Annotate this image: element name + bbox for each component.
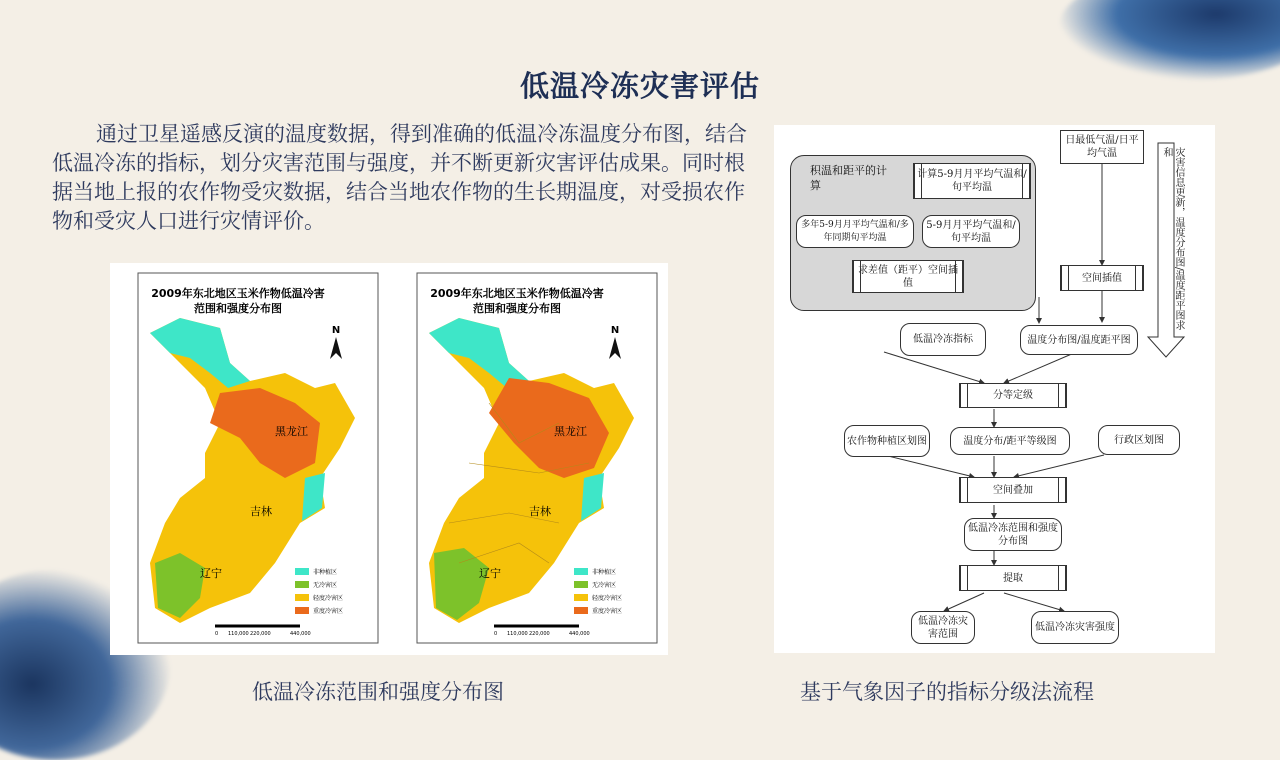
scale-label-2: 220,000: [250, 631, 271, 637]
flow-node-interp: 空间插值: [1060, 265, 1144, 291]
legend-label-mild: 轻度冷害区: [313, 595, 344, 602]
flow-node-extract: 提取: [959, 565, 1067, 591]
map-title-line2: 范围和强度分布图: [473, 302, 561, 315]
scale-label-1: 110,000: [228, 631, 249, 637]
flow-node-result-map: 低温冷冻范围和强度分布图: [964, 518, 1062, 551]
scale-label-1: 110,000: [507, 631, 528, 637]
legend-label-mild: 轻度冷害区: [592, 595, 623, 602]
legend-label-non-planting: 非种植区: [592, 569, 617, 576]
map-title-line2: 范围和强度分布图: [194, 302, 282, 315]
province-label-jilin: 吉林: [250, 505, 272, 518]
legend-label-severe: 重度冷害区: [313, 608, 344, 615]
flow-node-range: 低温冷冻灾害范围: [911, 611, 975, 644]
flow-node-admin-map: 行政区划图: [1098, 425, 1180, 455]
map-left: [110, 263, 389, 655]
flow-node-crop-zone: 农作物种植区划图: [844, 425, 930, 457]
side-note: 灾害信息更新，温度分布图/温度距平图求和: [1161, 147, 1184, 331]
north-label: N: [610, 325, 620, 336]
province-label-liaoning: 辽宁: [479, 567, 501, 580]
flow-node-diff: 求差值（距平）空间插值: [852, 260, 964, 293]
flow-node-strength: 低温冷冻灾害强度: [1031, 611, 1119, 644]
flow-node-multi-year: 多年5-9月月平均气温和/多年同期旬平均温: [796, 215, 914, 248]
flow-node-overlay: 空间叠加: [959, 477, 1067, 503]
legend-swatch-non-planting: [295, 568, 309, 575]
scale-label-3: 440,000: [290, 631, 311, 637]
north-label: N: [331, 325, 341, 336]
north-arrow-icon: [609, 337, 621, 359]
legend-swatch-mild: [295, 594, 309, 601]
map-title-line1: 2009年东北地区玉米作物低温冷害: [430, 287, 604, 300]
scale-label-3: 440,000: [569, 631, 590, 637]
legend-swatch-severe: [295, 607, 309, 614]
scale-label-0: 0: [494, 631, 498, 637]
scale-label-2: 220,000: [529, 631, 550, 637]
flow-node-index: 低温冷冻指标: [900, 323, 986, 356]
legend-swatch-non-planting: [574, 568, 588, 575]
group-label: 积温和距平的计算: [810, 164, 887, 192]
flow-caption: 基于气象因子的指标分级法流程: [800, 680, 1094, 704]
flow-node-temp-map: 温度分布图/温度距平图: [1020, 325, 1138, 355]
north-arrow-icon: [330, 337, 342, 359]
maps-caption: 低温冷冻范围和强度分布图: [252, 680, 504, 704]
flow-node-monthly: 5-9月月平均气温和/旬平均温: [922, 215, 1020, 248]
map-right: [389, 263, 668, 655]
province-label-heilongjiang: 黑龙江: [554, 425, 587, 438]
description-paragraph: 通过卫星遥感反演的温度数据，得到准确的低温冷冻温度分布图，结合低温冷冻的指标，划分灾害范围与强度，并不断更新灾害评估成果。同时根据当地上报的农作物受灾数据，结合当地农作物的生长期温度，对受损农作物和受灾人口进行灾情评价。: [52, 122, 747, 233]
flow-node-grade-map: 温度分布/距平等级图: [950, 427, 1070, 455]
flowchart: [774, 125, 1215, 653]
legend-swatch-mild: [574, 594, 588, 601]
scale-label-0: 0: [215, 631, 219, 637]
legend-swatch-no-damage: [574, 581, 588, 588]
legend-swatch-severe: [574, 607, 588, 614]
page-title: 低温冷冻灾害评估: [519, 69, 760, 103]
province-label-heilongjiang: 黑龙江: [275, 425, 308, 438]
legend-label-no-damage: 无冷害区: [313, 582, 338, 589]
province-label-jilin: 吉林: [529, 505, 551, 518]
map-title-line1: 2009年东北地区玉米作物低温冷害: [151, 287, 325, 300]
province-label-liaoning: 辽宁: [200, 567, 222, 580]
flow-node-daily-input: 日最低气温/日平均气温: [1060, 130, 1144, 164]
flow-node-grading: 分等定级: [959, 383, 1067, 408]
flow-node-calc-avg: 计算5-9月月平均气温和/旬平均温: [913, 163, 1031, 199]
legend-label-no-damage: 无冷害区: [592, 582, 617, 589]
distribution-maps: [110, 263, 668, 655]
legend-label-non-planting: 非种植区: [313, 569, 338, 576]
legend-swatch-no-damage: [295, 581, 309, 588]
legend-label-severe: 重度冷害区: [592, 608, 623, 615]
